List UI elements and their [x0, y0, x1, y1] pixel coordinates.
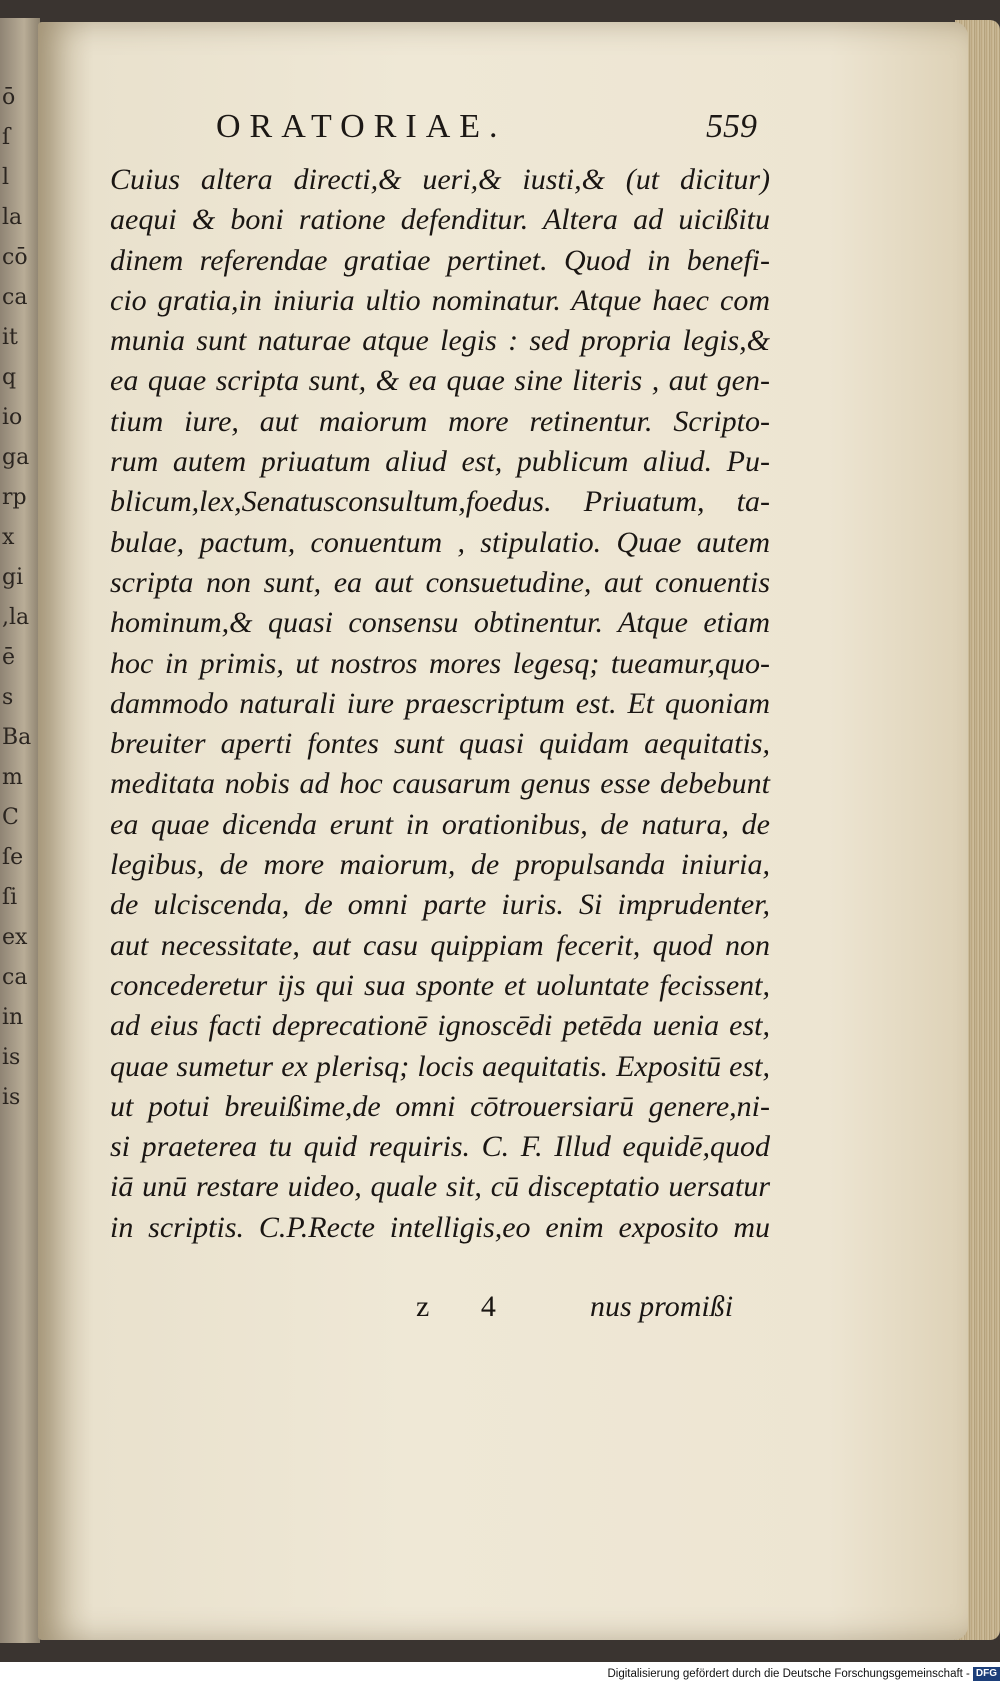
signature-mark: z 4: [416, 1290, 518, 1323]
text-line: ad eius facti deprecationē ignoscēdi petēda uenia est,: [110, 1009, 770, 1043]
body-text: [110, 160, 770, 1248]
previous-leaf-edge: [0, 18, 40, 1643]
running-head: ORATORIAE.: [216, 108, 507, 145]
page-number: 559: [706, 108, 757, 145]
previous-leaf-glyphs: ō ſ l la cō ca it q io ga rp x gi ,la ē s Ba m C ſe ſi ex ca in is is: [2, 85, 32, 1110]
text-line: iā unū restare uideo, quale sit, cū disceptatio uersatur: [110, 1170, 770, 1204]
text-line: tium iure, aut maiorum more retinentur. Scripto-: [110, 404, 770, 438]
text-line: aut necessitate, aut casu quippiam fecerit, quod non: [110, 928, 770, 962]
text-line: de ulciscenda, de omni parte iuris. Si imprudenter,: [110, 888, 770, 922]
text-line: dammodo naturali iure praescriptum est. Et quoniam: [110, 686, 770, 720]
text-line: scripta non sunt, ea aut consuetudine, aut conuentis: [110, 565, 770, 599]
text-line: concederetur ijs qui sua sponte et uoluntate fecissent,: [110, 968, 770, 1002]
text-line: hominum,& quasi consensu obtinentur. Atque etiam: [110, 606, 770, 640]
text-line: in scriptis. C.P.Recte intelligis,eo enim exposito mu: [110, 1210, 770, 1244]
text-line: dinem referendae gratiae pertinet. Quod in benefi-: [110, 243, 770, 277]
text-line: ea quae dicenda erunt in orationibus, de natura, de: [110, 807, 770, 841]
text-line: hoc in primis, ut nostros mores legesq; tueamur,quo-: [110, 646, 770, 680]
digitization-credit: [600, 1664, 1000, 1684]
text-line: cio gratia,in iniuria ultio nominatur. Atque haec com: [110, 283, 770, 317]
text-line: ea quae scripta sunt, & ea quae sine literis , aut gen-: [110, 364, 770, 398]
credit-text: Digitalisierung gefördert durch die Deutsche Forschungsgemeinschaft -: [607, 1668, 970, 1680]
text-line: breuiter aperti fontes sunt quasi quidam aequitatis,: [110, 727, 770, 761]
text-line: Cuius altera directi,& ueri,& iusti,& (ut dicitur): [110, 163, 770, 196]
text-line: aequi & boni ratione defenditur. Altera ad uicißitu: [110, 203, 770, 237]
text-line: blicum,lex,Senatusconsultum,foedus. Priuatum, ta-: [110, 485, 770, 519]
text-line: bulae, pactum, conuentum , stipulatio. Quae autem: [110, 525, 770, 559]
text-line: legibus, de more maiorum, de propulsanda iniuria,: [110, 848, 770, 882]
text-line: meditata nobis ad hoc causarum genus esse debebunt: [110, 767, 770, 801]
text-line: munia sunt naturae atque legis : sed propria legis,&: [110, 324, 770, 358]
text-line: si praeterea tu quid requiris. C. F. Illud equidē,quod: [110, 1130, 770, 1164]
book-page: [38, 22, 968, 1640]
catchword: nus promißi: [590, 1290, 734, 1323]
dfg-logo: DFG: [973, 1667, 1000, 1681]
text-line: ut potui breuißime,de omni cōtrouersiarū genere,ni-: [110, 1089, 770, 1123]
text-line: quae sumetur ex plerisq; locis aequitatis. Expositū est,: [110, 1049, 770, 1083]
text-line: rum autem priuatum aliud est, publicum aliud. Pu-: [110, 445, 770, 479]
